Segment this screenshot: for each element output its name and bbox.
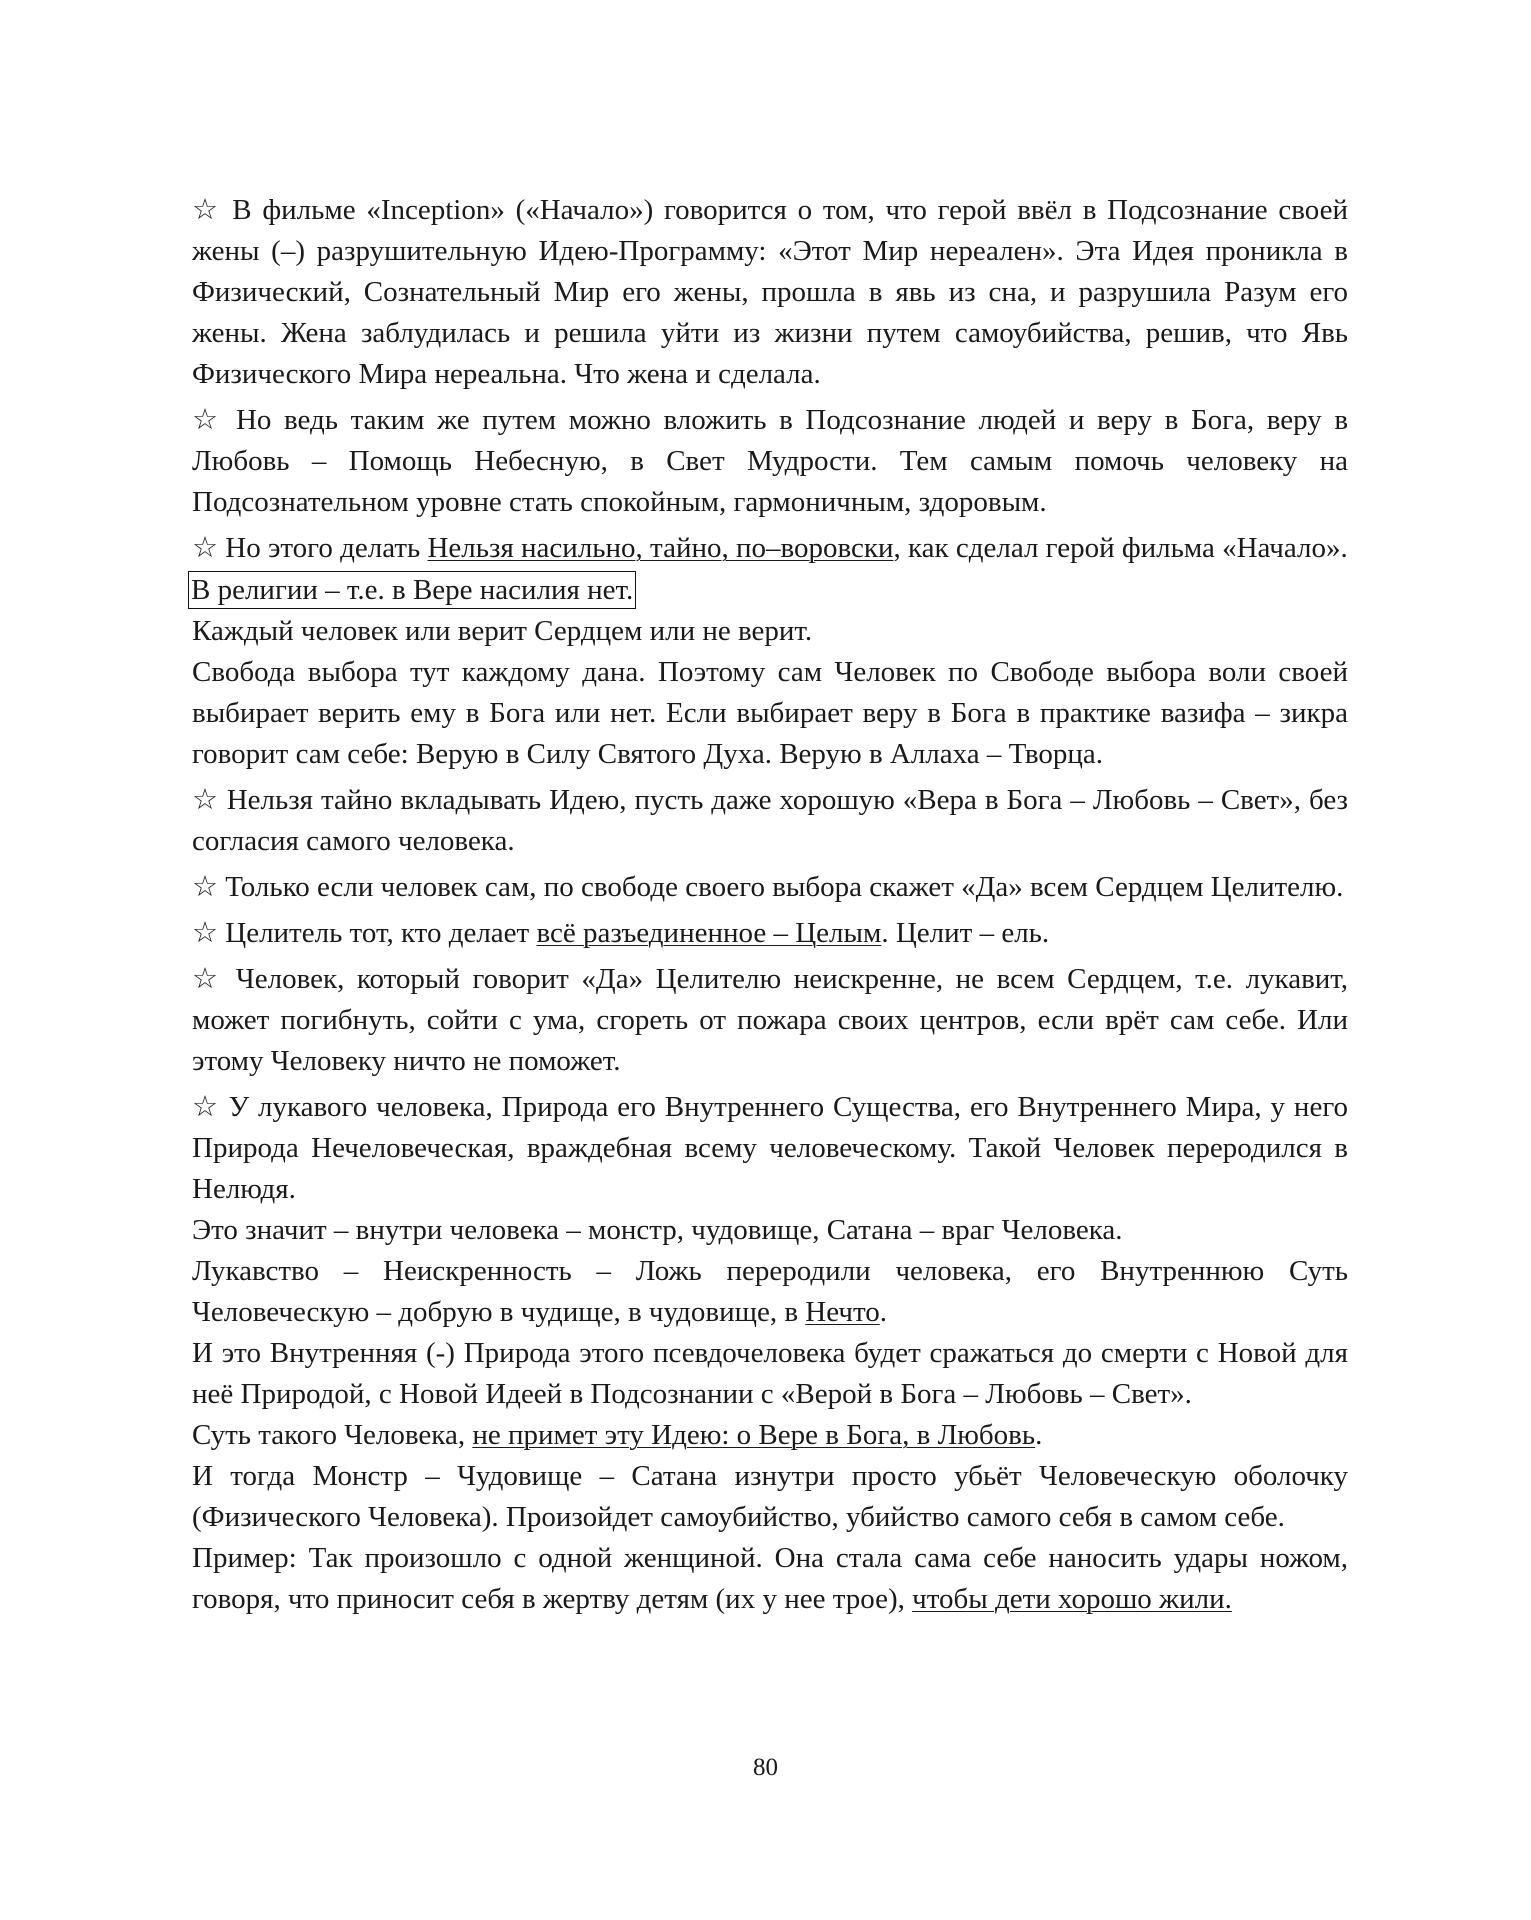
page-number: 80	[753, 1754, 778, 1781]
paragraph-heart	[192, 611, 1348, 652]
star-icon: ☆	[192, 1091, 220, 1123]
paragraph-say-yes	[192, 867, 1348, 908]
underlined-phrase: не примет эту Идею: о Вере в Бога, в Любовь	[472, 1419, 1036, 1451]
paragraph-monster-inside	[192, 1210, 1348, 1251]
paragraph-text: .	[1035, 1419, 1043, 1451]
paragraph-faith-subconscious	[192, 400, 1348, 523]
paragraph-example	[192, 1538, 1348, 1620]
star-icon: ☆	[192, 963, 224, 995]
paragraph-text: .	[879, 1296, 888, 1328]
paragraph-text: Человек, который говорит «Да» Целителю неискренне, не всем Сердцем, т.е. лукавит, может погибнуть, сойти с ума, сгореть от пожара своих центров, если врёт сам себе. Или этому Человеку ничто не поможет.	[192, 963, 1349, 1077]
star-icon: ☆	[192, 532, 218, 564]
paragraph-text: Но этого делать	[225, 532, 421, 564]
paragraph-text: , как сделал герой фильма «Начало».	[893, 532, 1348, 564]
underlined-phrase: Нельзя насильно, тайно, по–воровски	[427, 532, 894, 564]
underlined-phrase: всё разъединенное – Целым	[536, 917, 882, 949]
paragraph-text: Лукавство – Неискренность – Ложь переродили человека, его Внутреннюю Суть Человеческую – добрую в чудище, в чудовище, в	[192, 1255, 1348, 1328]
boxed-statement-row	[192, 569, 1348, 611]
paragraph-not-by-force	[192, 528, 1348, 569]
paragraph-text: Нельзя тайно вкладывать Идею, пусть даже хорошую «Вера в Бога – Любовь – Свет», без согласия самого человека.	[192, 784, 1349, 857]
star-icon: ☆	[192, 404, 224, 436]
paragraph-insincere	[192, 959, 1348, 1082]
underlined-phrase: чтобы дети хорошо жили.	[912, 1583, 1232, 1615]
paragraph-text: Целитель тот, кто делает	[225, 917, 530, 949]
paragraph-text: В фильме «Inception» («Начало») говорится о том, что герой ввёл в Подсознание своей жены (–) разрушительную Идею-Программу: «Этот Мир нереален». Эта Идея проникла в Физический, Сознательный Мир его жены, прошла в явь из сна, и разрушила Разум его жены. Жена заблудилась и решила уйти из жизни путем самоубийства, решив, что Явь Физического Мира нереальна. Что жена и сделала.	[192, 194, 1349, 390]
underlined-phrase: Нечто	[805, 1296, 880, 1328]
paragraph-no-secret-ideas	[192, 780, 1348, 862]
paragraph-text: И это Внутренняя (-) Природа этого псевдочеловека будет сражаться до смерти с Новой для неё Природой, с Новой Идеей в Подсознании с «Верой в Бога – Любовь – Свет».	[192, 1337, 1348, 1410]
star-icon: ☆	[192, 917, 218, 949]
paragraph-freedom-of-choice	[192, 652, 1348, 775]
paragraph-text: . Целит – ель.	[881, 917, 1050, 949]
paragraph-text: Только если человек сам, по свободе своего выбора скажет «Да» всем Сердцем Целителю.	[225, 871, 1344, 903]
paragraph-text: У лукавого человека, Природа его Внутреннего Существа, его Внутреннего Мира, у него Природа Нечеловеческая, враждебная всему человеческому. Такой Человек переродился в Нелюдя.	[192, 1091, 1348, 1205]
paragraph-text: И тогда Монстр – Чудовище – Сатана изнутри просто убьёт Человеческую оболочку (Физического Человека). Произойдет самоубийство, убийство самого себя в самом себе.	[192, 1460, 1348, 1533]
paragraph-essence	[192, 1415, 1348, 1456]
paragraph-deceit	[192, 1251, 1348, 1333]
paragraph-text: Пример: Так произошло с одной женщиной. Она стала сама себе наносить удары ножом, говоря, что приносит себя в жертву детям (их у нее трое),	[192, 1542, 1348, 1615]
paragraph-text: Каждый человек или верит Сердцем или не верит.	[192, 615, 813, 647]
paragraph-text: Это значит – внутри человека – монстр, чудовище, Сатана – враг Человека.	[192, 1214, 1123, 1246]
paragraph-text: Суть такого Человека,	[192, 1419, 466, 1451]
paragraph-text: Но ведь таким же путем можно вложить в Подсознание людей и веру в Бога, веру в Любовь – Помощь Небесную, в Свет Мудрости. Тем самым помочь человеку на Подсознательном уровне стать спокойным, гармоничным, здоровым.	[192, 404, 1349, 518]
paragraph-healer	[192, 913, 1348, 954]
star-icon: ☆	[192, 871, 218, 903]
paragraph-inner-nature	[192, 1333, 1348, 1415]
page-body	[192, 190, 1348, 1620]
star-icon: ☆	[192, 784, 219, 816]
star-icon: ☆	[192, 194, 222, 226]
boxed-statement: В религии – т.е. в Вере насилия нет.	[188, 571, 636, 609]
paragraph-cunning-person	[192, 1087, 1348, 1210]
paragraph-text: Свобода выбора тут каждому дана. Поэтому сам Человек по Свободе выбора воли своей выбирает верить ему в Бога или нет. Если выбирает веру в Бога в практике вазифа – зикра говорит сам себе: Верую в Силу Святого Духа. Верую в Аллаха – Творца.	[192, 656, 1348, 770]
paragraph-monster-kills	[192, 1456, 1348, 1538]
paragraph-inception	[192, 190, 1348, 395]
